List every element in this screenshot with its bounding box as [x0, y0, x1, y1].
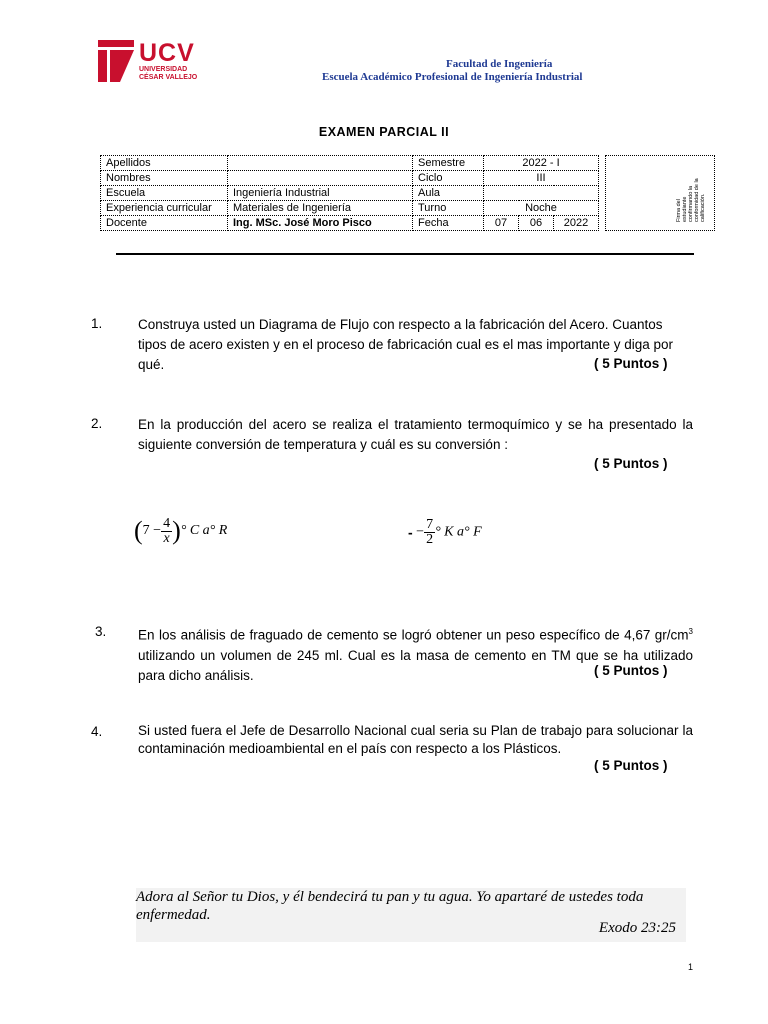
table-row	[101, 171, 599, 186]
value-aula	[484, 186, 599, 201]
table-row	[101, 216, 599, 231]
question-2-points: ( 5 Puntos )	[594, 456, 668, 471]
question-3-text: En los análisis de fraguado de cemento se logró obtener un peso específico de 4,67 $gr/cm^3$ utilizando un volumen de 245 ml. Cual es la masa de cemento en TM que se ha utilizado para dicho análisis.	[138, 627, 693, 683]
formula-2-num: 7	[426, 517, 434, 532]
formula-2-tail: ° K a° F	[435, 524, 482, 540]
logo-line-1: UNIVERSIDAD	[139, 66, 188, 73]
formula-1-num: 4	[163, 515, 171, 531]
school-name: Escuela Académico Profesional de Ingeniería Industrial	[322, 71, 583, 83]
formula-1-lead: 7 −	[142, 523, 162, 538]
question-3-number: 3.	[95, 624, 107, 639]
question-1-text: Construya usted un Diagrama de Flujo con respecto a la fabricación del Acero. Cuantos tipos de acero existen y en el proceso de fabricación cual es el mas importante y diga por qué.	[138, 317, 674, 372]
question-4-text: Si usted fuera el Jefe de Desarrollo Nacional cual seria su Plan de trabajo para solucionar la contaminación medioambiental en el país con respecto a los Plásticos.	[138, 723, 693, 756]
label-ciclo: Ciclo	[413, 171, 484, 186]
value-ciclo: III	[484, 171, 599, 186]
formula-2: - − $\frac{7}{2}$ ° K a° F	[408, 517, 482, 547]
value-apellidos	[228, 156, 413, 171]
label-apellidos: Apellidos	[101, 156, 228, 171]
question-4-points: ( 5 Puntos )	[594, 758, 668, 773]
value-nombres	[228, 171, 413, 186]
formula-2-fraction	[424, 518, 435, 547]
formula-1-fraction	[161, 517, 172, 546]
value-escuela: Ingeniería Industrial	[228, 186, 413, 201]
label-fecha: Fecha	[413, 216, 484, 231]
table-row	[101, 156, 599, 171]
table-row	[101, 186, 599, 201]
student-info-table	[100, 155, 599, 231]
label-turno: Turno	[413, 201, 484, 216]
logo-text: UCV	[139, 39, 195, 67]
label-docente: Docente	[101, 216, 228, 231]
value-experiencia: Materiales de Ingeniería	[228, 201, 413, 216]
ucv-logo-icon	[98, 40, 134, 82]
signature-note: Firma del estudiante confirmando la conformidad de la calificación.	[676, 178, 706, 222]
value-docente: Ing. MSc. José Moro Pisco	[228, 216, 413, 231]
quote-ref: Exodo 23:25	[598, 920, 676, 936]
label-escuela: Escuela	[101, 186, 228, 201]
value-turno: Noche	[484, 201, 599, 216]
bible-quote	[136, 888, 686, 942]
formula-2-dash: -	[408, 524, 413, 541]
label-semestre: Semestre	[413, 156, 484, 171]
formula-1-tail: ° C a° R	[180, 523, 228, 538]
value-semestre: 2022 - I	[484, 156, 599, 171]
formula-2-den: 2	[426, 532, 434, 547]
quote-text: Adora al Señor tu Dios, y él bendecirá tu pan y tu agua. Yo apartaré de ustedes toda enfermedad.	[136, 889, 644, 923]
table-row	[101, 201, 599, 216]
question-4-number: 4.	[91, 724, 103, 739]
value-month: 06	[519, 216, 554, 231]
formula-1-den: x	[163, 530, 170, 546]
label-experiencia: Experiencia curricular	[101, 201, 228, 216]
value-year: 2022	[554, 216, 599, 231]
faculty-name: Facultad de Ingeniería	[446, 58, 553, 70]
value-day: 07	[484, 216, 519, 231]
logo-line-2: CÉSAR VALLEJO	[139, 74, 198, 81]
question-2-number: 2.	[91, 416, 103, 431]
divider	[116, 253, 694, 255]
question-1-number: 1.	[91, 316, 103, 331]
label-aula: Aula	[413, 186, 484, 201]
page-number: 1	[688, 962, 694, 972]
question-1-points: ( 5 Puntos )	[594, 356, 668, 371]
question-3-points: ( 5 Puntos )	[594, 663, 668, 678]
question-2-text: En la producción del acero se realiza el tratamiento termoquímico y se ha presentado la siguiente conversión de temperatura y cuál es su conversión :	[138, 417, 693, 452]
formula-1: (7 − $\frac{4}{x}$ )° C a° R	[134, 515, 228, 546]
exam-title: EXAMEN PARCIAL II	[318, 125, 450, 139]
label-nombres: Nombres	[101, 171, 228, 186]
